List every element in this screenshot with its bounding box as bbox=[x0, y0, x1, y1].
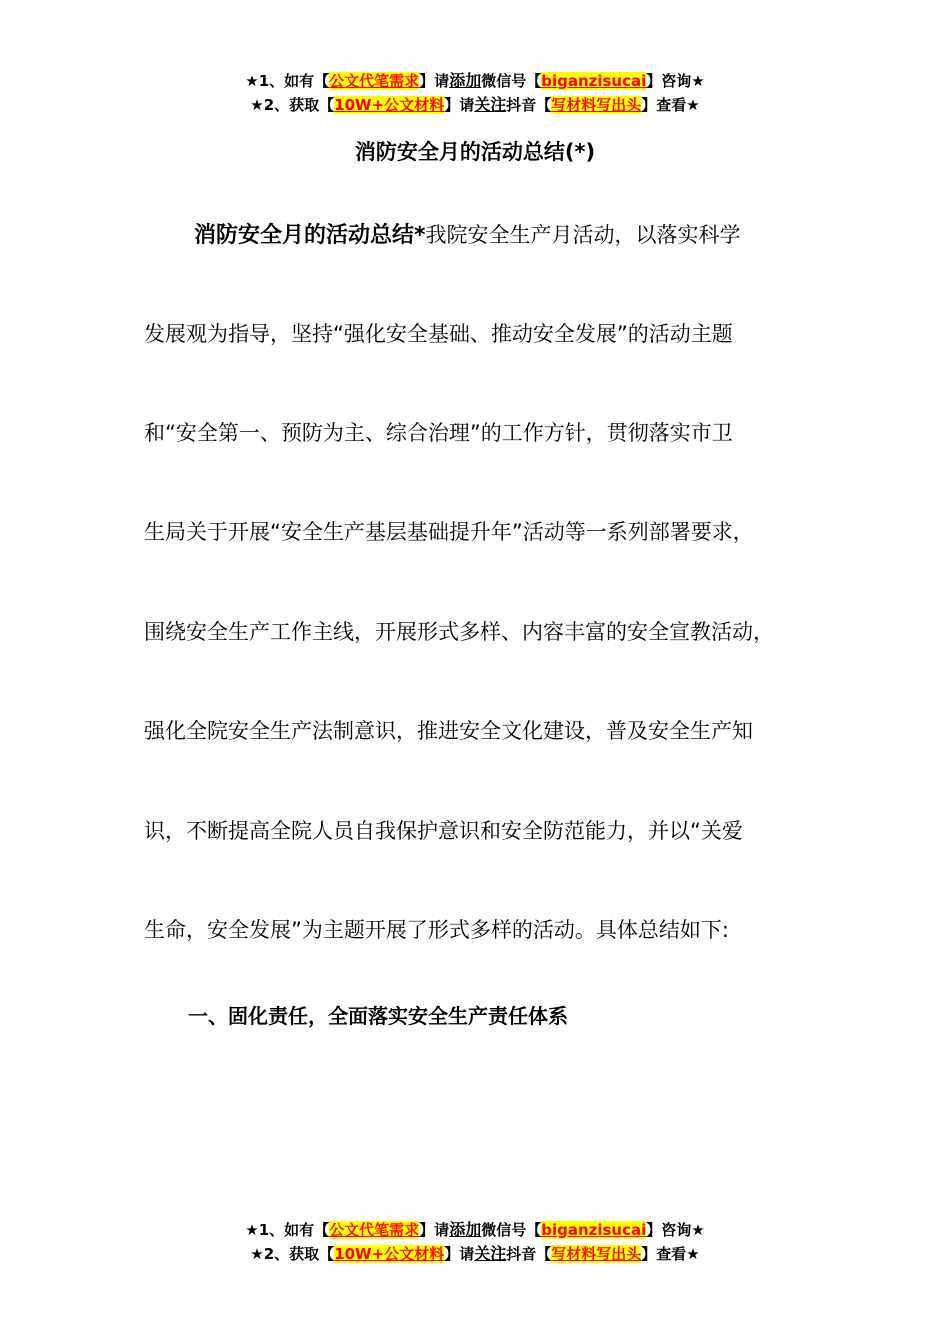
body-line: 生命，安全发展”为主题开展了形式多样的活动。具体总结如下: bbox=[144, 918, 729, 942]
ad-highlight: 公文代笔需求 bbox=[329, 72, 420, 90]
body-line: 强化全院安全生产法制意识，推进安全文化建设，普及安全生产知 bbox=[144, 719, 753, 743]
bottom-promo-line-2: ★2、获取【10W+公文材料】请关注抖音【写材料写出头】查看★ bbox=[250, 1244, 700, 1263]
section-heading-1: 一、固化责任，全面落实安全生产责任体系 bbox=[188, 1004, 568, 1028]
body-line: 和“安全第一、预防为主、综合治理”的工作方针，贯彻落实市卫 bbox=[144, 421, 733, 445]
body-line: 识，不断提高全院人员自我保护意识和安全防范能力，并以“关爱 bbox=[144, 819, 743, 843]
ad-highlight: 10W+公文材料 bbox=[334, 1245, 445, 1263]
body-line: 消防安全月的活动总结*我院安全生产月活动，以落实科学 bbox=[194, 223, 741, 248]
bottom-promo-line-1: ★1、如有【公文代笔需求】请添加微信号【biganzisucai】咨询★ bbox=[245, 1220, 705, 1239]
douyin-id: 写材料写出头 bbox=[551, 96, 642, 114]
ad-highlight: 公文代笔需求 bbox=[329, 1221, 420, 1239]
top-promo-line-2: ★2、获取【10W+公文材料】请关注抖音【写材料写出头】查看★ bbox=[250, 95, 700, 114]
top-promo-line-1: ★1、如有【公文代笔需求】请添加微信号【biganzisucai】咨询★ bbox=[245, 71, 705, 90]
body-line: 围绕安全生产工作主线，开展形式多样、内容丰富的安全宣教活动， bbox=[144, 620, 774, 644]
body-line: 发展观为指导，坚持“强化安全基础、推动安全发展”的活动主题 bbox=[144, 322, 733, 346]
lead-heading: 消防安全月的活动总结* bbox=[194, 223, 426, 248]
ad-highlight: 10W+公文材料 bbox=[334, 96, 445, 114]
body-line: 生局关于开展“安全生产基层基础提升年”活动等一系列部署要求， bbox=[144, 520, 754, 544]
wechat-id: biganzisucai bbox=[541, 1221, 647, 1239]
wechat-id: biganzisucai bbox=[541, 72, 647, 90]
document-title: 消防安全月的活动总结(*) bbox=[354, 140, 596, 164]
douyin-id: 写材料写出头 bbox=[551, 1245, 642, 1263]
